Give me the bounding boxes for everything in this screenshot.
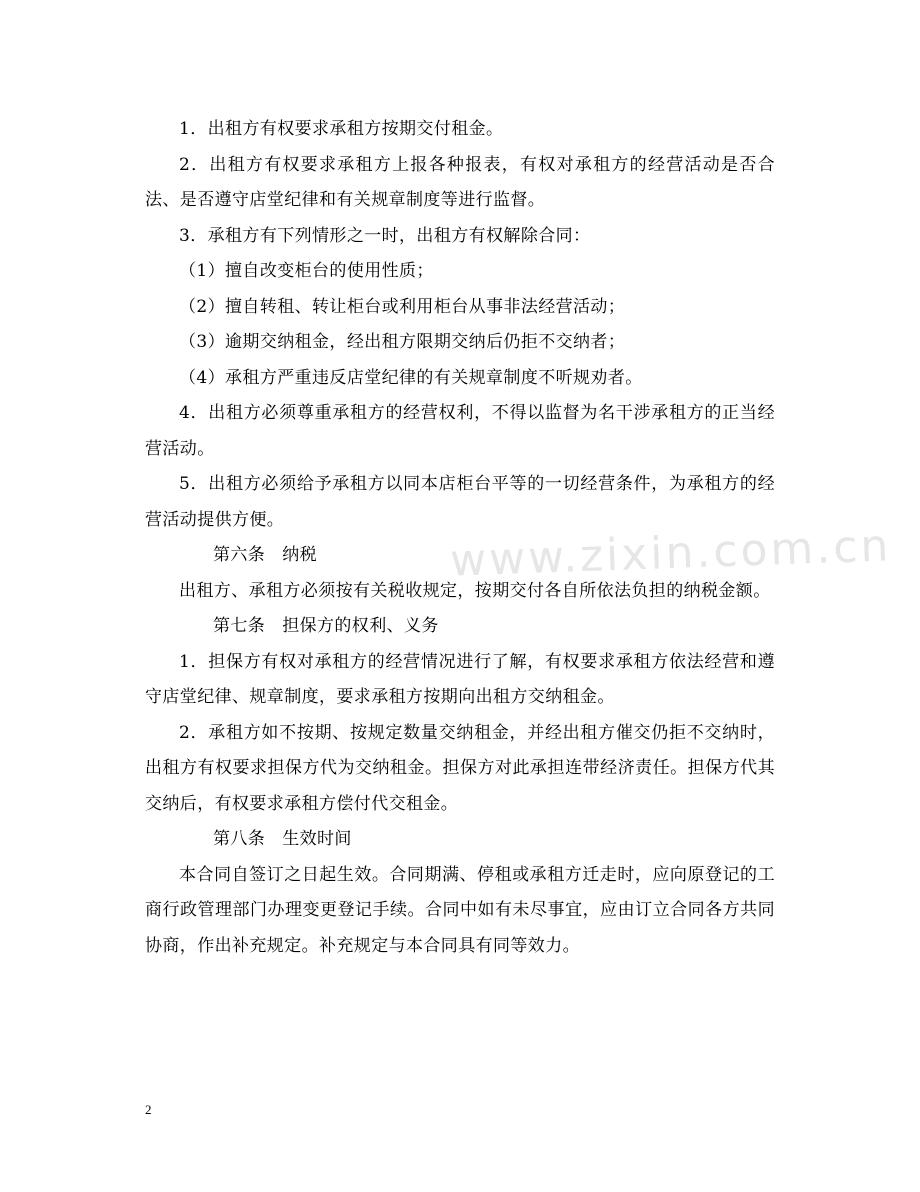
- watermark: www.zixin.com.cn: [449, 520, 893, 587]
- section-heading-article-7: [145, 609, 775, 645]
- sub-item-3: （3）逾期交纳租金，经出租方限期交纳后仍拒不交纳者；: [179, 332, 626, 352]
- section-number: 第六条: [213, 545, 266, 565]
- section-number: 第七条: [213, 616, 266, 636]
- section-title: 生效时间: [282, 829, 352, 849]
- clause-item-2: 2．出租方有权要求承租方上报各种报表，有权对承租方的经营活动是否合法、是否遵守店堂纪律和有关规章制度等进行监督。: [145, 154, 775, 210]
- clause-item-1: 1．出租方有权要求承租方按期交付租金。: [179, 119, 504, 139]
- page-number: 2: [145, 1102, 152, 1117]
- effective-paragraph: 本合同自签订之日起生效。合同期满、停租或承租方迁走时，应向原登记的工商行政管理部门办理变更登记手续。合同中如有未尽事宜，应由订立合同各方共同协商，作出补充规定。补充规定与本合同具有同等效力。: [145, 864, 775, 956]
- section-heading-article-8: [145, 822, 775, 858]
- section-title: 纳税: [282, 545, 318, 565]
- document-body: [145, 112, 775, 964]
- guarantor-item-2: 2．承租方如不按期、按规定数量交纳租金，并经出租方催交仍拒不交纳时，出租方有权要求担保方代为交纳租金。担保方对此承担连带经济责任。担保方代其交纳后，有权要求承租方偿付代交租金。: [145, 722, 775, 814]
- clause-item-5: 5．出租方必须给予承租方以同本店柜台平等的一切经营条件，为承租方的经营活动提供方便。: [145, 474, 775, 530]
- sub-item-4: （4）承租方严重违反店堂纪律的有关规章制度不听规劝者。: [179, 367, 643, 388]
- clause-item-4: 4．出租方必须尊重承租方的经营权利，不得以监督为名干涉承租方的正当经营活动。: [145, 403, 775, 459]
- clause-item-3: 3．承租方有下列情形之一时，出租方有权解除合同：: [179, 225, 591, 246]
- section-heading-article-6: [145, 538, 775, 574]
- sub-item-1: （1）擅自改变柜台的使用性质；: [179, 261, 434, 281]
- section-number: 第八条: [213, 829, 266, 849]
- tax-paragraph: 出租方、承租方必须按有关税收规定，按期交付各自所依法负担的纳税金额。: [179, 580, 771, 601]
- section-title: 担保方的权利、义务: [282, 616, 439, 636]
- guarantor-item-1: 1．担保方有权对承租方的经营情况进行了解，有权要求承租方依法经营和遵守店堂纪律、规章制度，要求承租方按期向出租方交纳租金。: [145, 651, 775, 707]
- sub-item-2: （2）擅自转租、转让柜台或利用柜台从事非法经营活动；: [179, 296, 626, 317]
